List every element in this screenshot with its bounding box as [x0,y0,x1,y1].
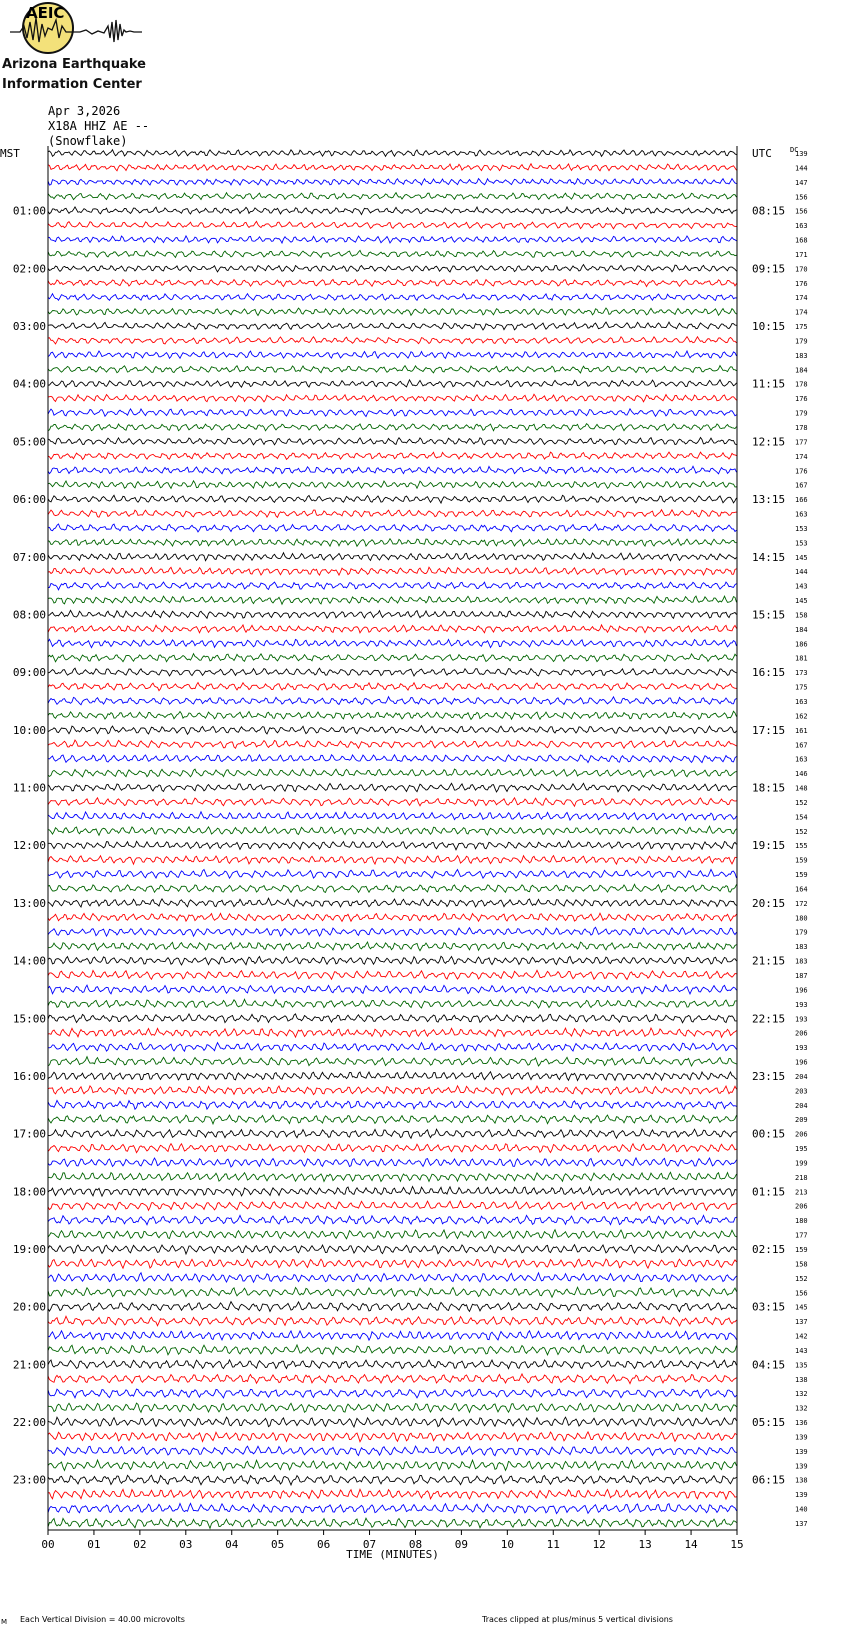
left-hour-label: 21:00 [12,1358,46,1372]
dc-offset-value: 179 [795,928,808,937]
trace-row-64 [48,1072,737,1081]
left-hour-label: 02:00 [12,262,46,276]
left-hour-label: 22:00 [12,1416,46,1430]
dc-offset-value: 164 [795,885,808,894]
trace-row-62 [48,1043,737,1052]
dc-offset-value: 159 [795,871,808,880]
x-tick-label: 11 [546,1538,560,1551]
trace-row-70 [48,1158,737,1167]
dc-offset-value: 137 [795,1520,808,1528]
dc-offset-value: 178 [795,424,808,432]
dc-offset-value: 139 [795,1433,808,1442]
dc-offset-value: 143 [795,582,808,591]
dc-offset-value: 180 [795,914,808,923]
dc-offset-value: 196 [795,1058,808,1067]
dc-offset-value: 174 [795,452,808,461]
logo-title-line2: Information Center [2,77,142,92]
right-hour-label: 22:15 [752,1012,786,1026]
dc-offset-value: 145 [795,553,808,562]
right-hour-label: 16:15 [752,666,786,680]
trace-row-58 [48,985,737,994]
trace-row-77 [48,1259,737,1268]
x-tick-label: 04 [225,1538,239,1551]
dc-offset-value: 168 [795,236,808,245]
trace-row-89 [48,1432,737,1442]
trace-row-33 [48,625,737,633]
trace-row-53 [48,913,737,921]
left-hour-label: 19:00 [12,1243,46,1256]
x-tick-label: 01 [87,1538,101,1551]
dc-offset-value: 184 [795,366,808,375]
trace-row-74 [48,1215,737,1224]
trace-row-73 [48,1201,737,1210]
trace-row-50 [48,869,737,878]
dc-header-label: DC [790,146,799,154]
trace-row-5 [48,221,737,228]
trace-row-57 [48,970,737,979]
record-date: Apr 3,2026 [48,104,121,118]
dc-offset-value: 203 [795,1087,808,1096]
dc-offset-value: 166 [795,496,808,505]
left-tz-label: MST [0,147,20,160]
right-hour-label: 12:15 [752,435,786,449]
dc-offset-value: 176 [795,395,808,404]
trace-row-8 [48,265,737,272]
x-tick-label: 06 [316,1538,331,1551]
trace-row-18 [48,409,737,417]
trace-row-82 [48,1331,737,1340]
trace-row-37 [48,683,737,691]
trace-row-88 [48,1417,737,1427]
station-site: (Snowflake) [48,134,128,148]
dc-offset-value: 132 [795,1404,808,1413]
x-tick-label: 08 [408,1538,423,1551]
dc-offset-value: 152 [795,1274,808,1283]
trace-row-76 [48,1245,737,1254]
right-hour-label: 17:15 [752,723,786,737]
right-hour-label: 10:15 [752,320,786,334]
dc-offset-value: 193 [795,1000,808,1009]
dc-offset-value: 193 [795,1044,808,1053]
dc-offset-value: 158 [795,1260,808,1269]
right-hour-label: 19:15 [752,839,786,853]
trace-row-42 [48,755,737,763]
dc-offset-value: 145 [795,597,808,606]
dc-offset-value: 163 [795,510,808,519]
dc-offset-value: 172 [795,899,808,908]
left-hour-label: 07:00 [12,550,46,564]
left-hour-labels [0,147,46,1487]
x-tick-label: 05 [271,1538,285,1551]
trace-row-30 [48,582,737,590]
left-hour-label: 03:00 [12,320,46,334]
logo-abbreviation: AEIC [26,4,65,22]
trace-row-46 [48,812,737,820]
dc-offset-value: 158 [795,611,808,620]
trace-row-6 [48,236,737,243]
trace-row-60 [48,1014,737,1023]
trace-row-34 [48,639,737,647]
x-tick-label: 13 [638,1538,652,1551]
dc-offset-value: 177 [795,438,808,447]
dc-offset-value: 187 [795,972,808,980]
dc-offset-value: 154 [795,813,808,822]
trace-row-66 [48,1100,737,1109]
trace-row-48 [48,841,737,850]
left-hour-label: 04:00 [12,377,46,391]
dc-offset-value: 143 [795,1346,808,1355]
trace-row-36 [48,668,737,676]
dc-offset-value: 153 [795,539,808,548]
dc-offset-value: 167 [795,741,808,750]
dc-offset-value: 156 [795,207,808,216]
dc-offset-value: 184 [795,625,808,634]
dc-offset-value: 139 [795,150,808,158]
dc-offset-value: 139 [795,1462,808,1471]
x-tick-label: 02 [133,1538,147,1551]
trace-row-22 [48,466,737,474]
left-hour-label: 13:00 [12,896,46,910]
trace-row-86 [48,1389,737,1398]
x-axis-title: TIME (MINUTES) [346,1548,439,1561]
trace-row-7 [48,250,737,257]
dc-offset-value: 193 [795,1015,808,1024]
dc-offset-value: 171 [795,250,808,259]
trace-row-17 [48,394,737,402]
dc-offset-value: 161 [795,726,808,735]
dc-offset-value: 206 [795,1029,808,1038]
dc-offset-value: 179 [795,337,808,346]
trace-row-3 [48,193,737,200]
right-hour-label: 15:15 [752,608,786,622]
trace-row-15 [48,366,737,373]
dc-offset-value: 181 [795,654,808,663]
left-hour-label: 08:00 [12,608,46,622]
dc-offset-value: 135 [795,1361,808,1370]
dc-offset-value: 176 [795,279,808,288]
right-hour-label: 05:15 [752,1416,786,1430]
trace-row-75 [48,1230,737,1239]
right-hour-label: 20:15 [752,896,786,910]
dc-offset-value: 142 [795,1332,808,1341]
station-code: X18A HHZ AE -- [48,119,150,133]
left-hour-label: 06:00 [12,493,46,507]
trace-row-9 [48,280,737,287]
right-hour-label: 08:15 [752,204,786,218]
dc-offset-value: 162 [795,712,808,721]
trace-row-69 [48,1144,737,1153]
trace-row-54 [48,927,737,936]
right-hour-label: 21:15 [752,954,786,968]
trace-row-41 [48,740,737,748]
trace-row-2 [48,179,737,186]
dc-offset-value: 209 [795,1116,808,1125]
x-tick-label: 00 [41,1538,55,1551]
dc-offset-value: 204 [795,1101,808,1110]
trace-row-44 [48,783,737,792]
trace-row-67 [48,1115,737,1124]
right-hour-label: 00:15 [752,1127,786,1141]
scale-note: Each Vertical Division = 40.00 microvolts [20,1615,185,1624]
right-hour-label: 06:15 [752,1473,786,1487]
dc-offset-value: 206 [795,1202,808,1211]
dc-offset-value: 173 [795,669,808,678]
dc-offset-value: 132 [795,1390,808,1399]
right-hour-label: 04:15 [752,1358,786,1372]
dc-offset-value: 174 [795,294,808,303]
trace-row-0 [48,150,737,157]
dc-offset-value: 159 [795,1246,808,1254]
trace-row-28 [48,553,737,561]
dc-offset-value: 159 [795,856,808,865]
trace-row-32 [48,610,737,618]
trace-row-21 [48,452,737,459]
trace-row-61 [48,1028,737,1037]
dc-offset-value: 179 [795,409,808,418]
trace-row-11 [48,308,737,315]
x-tick-labels [41,1530,743,1561]
left-hour-label: 09:00 [12,666,46,680]
dc-offset-value: 183 [795,351,808,360]
trace-row-87 [48,1403,737,1412]
right-hour-label: 23:15 [752,1069,786,1083]
dc-offset-value: 139 [795,1447,808,1456]
x-tick-label: 09 [454,1538,469,1551]
dc-offset-value: 170 [795,265,808,274]
trace-row-68 [48,1129,737,1138]
trace-row-26 [48,524,737,532]
corner-mark: M [1,1618,8,1626]
trace-row-52 [48,898,737,907]
trace-row-38 [48,697,737,705]
logo-title-line1: Arizona Earthquake [2,57,146,72]
left-hour-label: 11:00 [12,781,46,795]
dc-offset-value: 145 [795,1303,808,1312]
dc-offset-value: 156 [795,193,808,202]
dc-offset-value: 186 [795,640,808,649]
left-hour-label: 16:00 [12,1069,46,1083]
right-hour-label: 11:15 [752,377,786,391]
dc-offset-value: 183 [795,957,808,966]
left-hour-label: 14:00 [12,954,46,968]
dc-offset-value: 153 [795,524,808,533]
dc-offset-value: 199 [795,1159,808,1168]
dc-offset-value: 167 [795,481,808,490]
dc-offset-value: 155 [795,842,808,851]
dc-offset-value: 180 [795,1217,808,1226]
trace-row-12 [48,322,737,330]
trace-row-25 [48,510,737,518]
right-hour-label: 13:15 [752,493,786,507]
dc-offset-value: 176 [795,467,808,476]
dc-offset-value: 218 [795,1173,808,1182]
trace-row-55 [48,942,737,951]
left-hour-label: 05:00 [12,435,46,449]
x-tick-label: 15 [730,1538,744,1551]
left-hour-label: 12:00 [12,839,46,853]
left-hour-label: 15:00 [12,1012,46,1026]
trace-row-93 [48,1489,737,1499]
dc-offset-value: 163 [795,698,808,706]
left-hour-label: 10:00 [12,723,46,737]
right-hour-label: 18:15 [752,781,786,795]
trace-row-4 [48,207,737,215]
trace-row-56 [48,956,737,965]
trace-row-84 [48,1360,737,1369]
left-hour-label: 17:00 [12,1127,46,1141]
trace-row-92 [48,1475,737,1485]
right-hour-labels [752,147,785,1487]
aeic-logo [0,0,150,95]
x-tick-label: 10 [500,1538,514,1551]
trace-row-80 [48,1302,737,1312]
trace-row-72 [48,1187,737,1197]
trace-row-71 [48,1172,737,1181]
dc-offset-value: 137 [795,1318,808,1327]
trace-row-83 [48,1345,737,1355]
trace-row-81 [48,1316,737,1326]
trace-row-19 [48,424,737,431]
trace-row-79 [48,1287,737,1297]
trace-row-1 [48,164,737,171]
right-hour-label: 01:15 [752,1185,786,1199]
dc-offset-value: 178 [795,380,808,389]
trace-row-94 [48,1503,737,1513]
trace-row-91 [48,1460,737,1470]
trace-row-90 [48,1446,737,1456]
x-tick-label: 07 [362,1538,377,1551]
trace-row-78 [48,1273,737,1282]
dc-offset-value: 140 [795,1505,808,1514]
dc-offset-value: 213 [795,1188,808,1197]
dc-offset-value: 144 [795,568,808,577]
trace-row-35 [48,654,737,662]
dc-offset-value: 183 [795,943,808,952]
dc-offset-value: 148 [795,784,808,793]
dc-offset-value: 175 [795,683,808,692]
dc-offset-value: 156 [795,1289,808,1298]
trace-row-16 [48,380,737,388]
trace-row-29 [48,567,737,575]
dc-offset-value: 138 [795,1375,808,1384]
x-tick-label: 14 [684,1538,698,1551]
right-tz-label: UTC [752,147,772,160]
trace-row-95 [48,1518,737,1528]
clip-note: Traces clipped at plus/minus 5 vertical divisions [482,1615,673,1624]
x-tick-label: 03 [179,1538,193,1551]
trace-row-65 [48,1086,737,1095]
trace-row-23 [48,481,737,489]
trace-row-31 [48,596,737,604]
left-hour-label: 23:00 [12,1473,46,1487]
dc-offset-value: 138 [795,1476,808,1485]
left-hour-label: 20:00 [12,1300,46,1314]
left-hour-label: 18:00 [12,1185,46,1199]
dc-offset-value: 175 [795,323,808,332]
trace-row-49 [48,856,737,865]
trace-row-10 [48,294,737,301]
trace-row-27 [48,539,737,547]
right-hour-label: 09:15 [752,262,786,276]
right-hour-label: 14:15 [752,550,786,564]
trace-row-45 [48,798,737,807]
dc-offset-value: 147 [795,178,808,187]
trace-row-63 [48,1057,737,1066]
dc-offset-value: 206 [795,1130,808,1139]
dc-offset-value: 163 [795,222,808,231]
dc-offset-value: 139 [795,1491,808,1500]
dc-offset-value: 152 [795,798,808,807]
dc-offset-value: 196 [795,986,808,995]
trace-row-20 [48,437,737,444]
dc-offset-value: 204 [795,1072,808,1081]
dc-offset-value: 144 [795,164,808,173]
right-hour-label: 02:15 [752,1243,786,1256]
trace-row-59 [48,999,737,1008]
seismic-traces [48,150,737,1529]
dc-offset-value: 174 [795,308,808,317]
left-hour-label: 01:00 [12,204,46,218]
dc-offset-value: 136 [795,1419,808,1428]
logo-seismograph-icon [0,0,150,60]
trace-row-85 [48,1374,737,1384]
dc-offset-labels [790,146,808,1528]
trace-row-40 [48,726,737,735]
dc-offset-value: 195 [795,1145,808,1154]
trace-row-13 [48,337,737,344]
dc-offset-value: 152 [795,827,808,836]
trace-row-47 [48,826,737,835]
trace-row-51 [48,884,737,892]
dc-offset-value: 146 [795,770,808,779]
x-tick-label: 12 [592,1538,606,1551]
right-hour-label: 03:15 [752,1300,786,1314]
trace-row-24 [48,495,737,503]
dc-offset-value: 177 [795,1231,808,1240]
trace-row-14 [48,351,737,358]
trace-row-39 [48,711,737,719]
trace-row-43 [48,769,737,777]
dc-offset-value: 163 [795,755,808,764]
